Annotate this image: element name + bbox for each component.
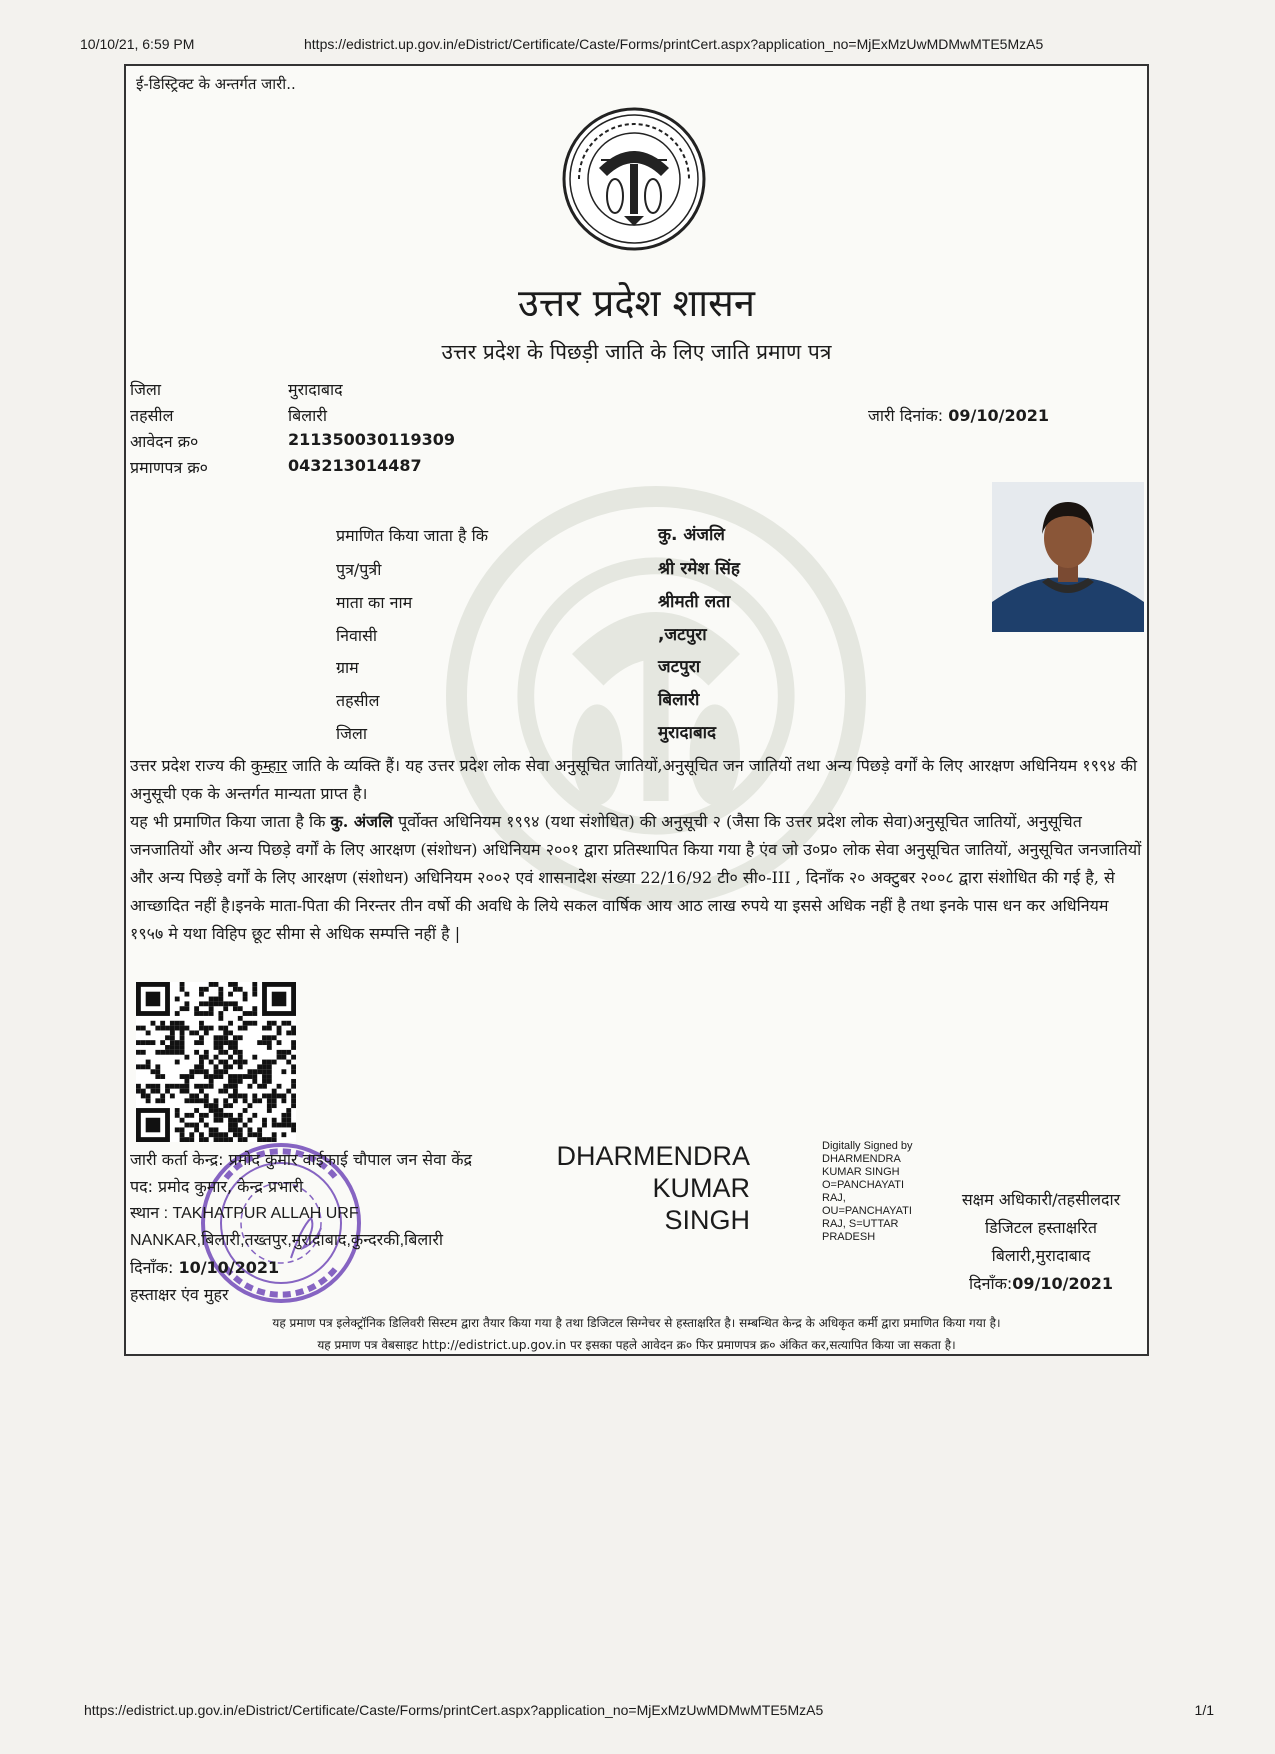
caste-paragraph — [130, 752, 1142, 808]
meta-label: जिला — [130, 380, 162, 399]
caste-paragraph-post: जाति के व्यक्ति हैं। यह उत्तर प्रदेश लोक सेवा अनुसूचित जातियों,अनुसूचित जन जातियों तथा अन्य पिछड़े वर्गों के लिए आरक्षण अधिनियम १९९४ की अनुसूची एक के अन्तर्गत मान्यता प्राप्त है। — [130, 756, 1138, 803]
detail-value: मुरादाबाद — [658, 723, 717, 743]
issuer-date — [130, 1254, 610, 1281]
up-government-seal-icon — [559, 104, 709, 254]
digital-signature-details — [822, 1140, 932, 1244]
meta-label: आवेदन क्र० — [130, 432, 199, 451]
signer-name-line3: SINGH — [664, 1205, 750, 1235]
detail-label: निवासी — [336, 626, 378, 645]
meta-value: 211350030119309 — [288, 430, 455, 449]
print-timestamp: 10/10/21, 6:59 PM — [80, 36, 195, 52]
eligibility-paragraph-post: पूर्वोक्त अधिनियम १९९४ (यथा संशोधित) की अनुसूची २ (जैसा कि उत्तर प्रदेश लोक सेवा)अनुसूचित जातियों, अनुसूचित जनजातियों और अन्य पिछड़े वर्गों के लिए आरक्षण (संशोधन) अधिनियम २००१ द्वारा प्रतिस्थापित किया गया है एंव जो उ०प्र० लोक सेवा अनुसूचित जातियों, अनुसूचित जनजातियों और अन्य पिछड़े वर्गों के लिए आरक्षण (संशोधन) अधिनियम २००२ एवं शासनादेश संख्या 22/16/92 टी० सी०-III , दिनाँक २० अक्टुबर २००८ द्वारा संशोधित की गई है, से आच्छादित नहीं है।इनके माता-पिता की निरन्तर तीन वर्षो की अवधि के लिये सकल वार्षिक आय आठ लाख रुपये या इससे अधिक नहीं है तथा इनके पास धन कर अधिनियम १९५७ मे यथा विहिप छूट सीमा से अधिक सम्पत्ति नहीं है | — [130, 812, 1142, 943]
detail-label: माता का नाम — [336, 593, 413, 612]
issue-date-value: 09/10/2021 — [948, 406, 1049, 425]
detail-label: ग्राम — [336, 658, 359, 677]
issued-under-text: ई-डिस्ट्रिक्ट के अन्तर्गत जारी.. — [136, 75, 296, 93]
signer-name-line1: DHARMENDRA — [556, 1141, 750, 1171]
issuer-place-line1: स्थान : TAKHATPUR ALLAH URF — [130, 1205, 359, 1222]
eligibility-paragraph-pre: यह भी प्रमाणित किया जाता है कि — [130, 812, 331, 831]
digi-line: OU=PANCHAYATI — [822, 1205, 912, 1217]
authority-location: बिलारी,मुरादाबाद — [991, 1246, 1091, 1265]
detail-value: जटपुरा — [658, 657, 701, 677]
detail-value: कु. अंजलि — [658, 525, 725, 545]
signer-name-line2: KUMAR — [652, 1173, 750, 1203]
qr-code — [136, 982, 296, 1142]
digi-line: Digitally Signed by — [822, 1140, 913, 1152]
eligibility-paragraph — [130, 808, 1142, 948]
detail-label: जिला — [336, 724, 368, 743]
issuer-date-value: 10/10/2021 — [178, 1258, 280, 1277]
footnote-verification: यह प्रमाण पत्र वेबसाइट http://edistrict.up.gov.in पर इसका पहले आवेदन क्र० फिर प्रमाणपत्र क्र० अंकित कर,सत्यापित किया जा सकता है। — [317, 1338, 956, 1352]
footer-url[interactable]: https://edistrict.up.gov.in/eDistrict/Certificate/Caste/Forms/printCert.aspx?application_no=MjExMzUwMDMwMTE5MzA5 — [84, 1702, 824, 1718]
detail-value: ,जटपुरा — [658, 625, 707, 645]
detail-value: बिलारी — [658, 690, 700, 710]
meta-value: 043213014487 — [288, 456, 422, 475]
caste-paragraph-pre: उत्तर प्रदेश राज्य की — [130, 756, 251, 775]
print-footer — [84, 1702, 1214, 1718]
authority-date — [926, 1270, 1149, 1298]
digi-line: KUMAR SINGH — [822, 1166, 900, 1178]
certificate-subtitle: उत्तर प्रदेश के पिछड़ी जाति के लिए जाति प्रमाण पत्र — [441, 340, 832, 364]
authority-signed-note: डिजिटल हस्ताक्षरित — [985, 1218, 1097, 1237]
digi-line: RAJ, S=UTTAR — [822, 1218, 899, 1230]
issuer-place-line2: NANKAR,बिलारी,तख्तपुर,मुरादाबाद,कुन्दरकी,बिलारी — [130, 1232, 444, 1249]
detail-label: पुत्र/पुत्री — [336, 560, 382, 579]
detail-label: तहसील — [336, 691, 380, 710]
issuer-centre: जारी कर्ता केन्द्र: प्रमोद कुमार वाईफाई चौपाल जन सेवा केंद्र — [130, 1150, 473, 1169]
issuer-sign-label: हस्ताक्षर एंव मुहर — [130, 1285, 229, 1304]
page-number: 1/1 — [1194, 1702, 1214, 1718]
meta-value: मुरादाबाद — [288, 380, 343, 399]
meta-label: प्रमाणपत्र क्र० — [130, 458, 208, 477]
issuer-date-label: दिनाँक: — [130, 1258, 179, 1277]
meta-value: बिलारी — [288, 406, 327, 425]
digi-line: O=PANCHAYATI — [822, 1179, 905, 1191]
issue-date-label: जारी दिनांक: — [868, 406, 944, 425]
digital-signer-name — [556, 1140, 750, 1236]
caste-certificate — [124, 64, 1149, 1356]
detail-value: श्री रमेश सिंह — [658, 559, 740, 579]
applicant-name: कु. अंजलि — [330, 812, 394, 831]
authority-designation: सक्षम अधिकारी/तहसीलदार — [961, 1190, 1121, 1209]
digi-line: DHARMENDRA — [822, 1153, 901, 1165]
footnote-edelivery: यह प्रमाण पत्र इलेक्ट्रॉनिक डिलिवरी सिस्टम द्वारा तैयार किया गया है तथा डिजिटल सिग्नेचर से हस्ताक्षरित है। सम्बन्धित केन्द्र के अधिकृत कर्मी द्वारा प्रमाणित किया गया है। — [272, 1316, 1001, 1330]
authority-date-value: 09/10/2021 — [1012, 1274, 1114, 1293]
certificate-title: उत्तर प्रदेश शासन — [518, 281, 755, 325]
caste-name: कुम्हार — [250, 756, 288, 775]
detail-value: श्रीमती लता — [658, 592, 731, 612]
digi-line: PRADESH — [822, 1231, 876, 1243]
applicant-photo — [992, 482, 1144, 632]
issuing-centre-block — [130, 1146, 610, 1308]
issue-date — [868, 404, 1049, 426]
digi-line: RAJ, — [822, 1192, 846, 1204]
competent-authority-block — [926, 1186, 1149, 1298]
meta-label: तहसील — [130, 406, 174, 425]
detail-label: प्रमाणित किया जाता है कि — [336, 526, 489, 545]
issuer-post: पद: प्रमोद कुमार, केन्द्र प्रभारी — [130, 1177, 304, 1196]
print-url[interactable]: https://edistrict.up.gov.in/eDistrict/Certificate/Caste/Forms/printCert.aspx?application_no=MjExMzUwMDMwMTE5MzA5 — [304, 36, 1044, 52]
authority-date-label: दिनाँक: — [968, 1274, 1013, 1293]
